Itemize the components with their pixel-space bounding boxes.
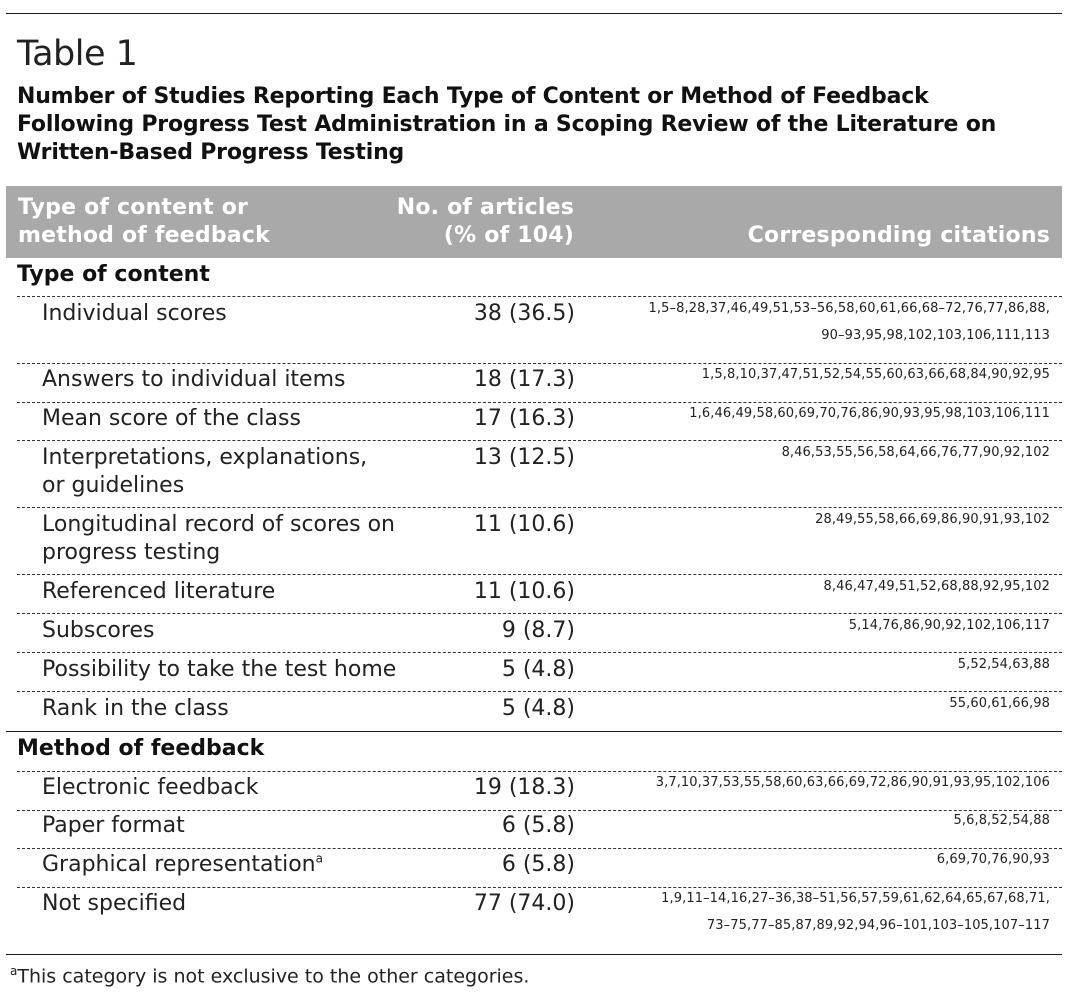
row-count: 77 (74.0) (473, 891, 575, 916)
row-label: Individual scores (42, 301, 227, 326)
section-divider (6, 731, 1062, 732)
footnote: $^a$This category is not exclusive to the other categories. (10, 964, 530, 988)
row-label: Subscores (42, 618, 155, 643)
row-count: 5 (4.8) (501, 657, 575, 682)
row-count: 9 (8.7) (501, 618, 575, 643)
row-divider (17, 507, 1062, 508)
bottom-rule (6, 954, 1062, 955)
row-citations: 1,9,11–14,16,27–36,38–51,56,57,59,61,62,64,65,67,68,71, 73–75,77–85,87,89,92,94,96–101,103–105,107–117 (661, 891, 1050, 933)
footnote-marker: a (315, 851, 323, 866)
row-citations: 5,14,76,86,90,92,102,106,117 (848, 618, 1050, 633)
row-citations: 1,6,46,49,58,60,69,70,76,86,90,93,95,98,103,106,111 (689, 406, 1050, 421)
row-label: Not specified (42, 891, 187, 916)
header-no-of-articles: No. of articles (% of 104) (396, 195, 574, 248)
row-citations: 1,5–8,28,37,46,49,51,53–56,58,60,61,66,68–72,76,77,86,88, 90–93,95,98,102,103,106,111,113 (648, 301, 1050, 343)
row-citations: 3,7,10,37,53,55,58,60,63,66,69,72,86,90,91,93,95,102,106 (655, 775, 1050, 790)
row-count: 13 (12.5) (473, 445, 575, 470)
row-divider (17, 296, 1062, 297)
section-title: Method of feedback (17, 736, 265, 761)
top-rule (6, 13, 1062, 14)
row-citations: 1,5,8,10,37,47,51,52,54,55,60,63,66,68,84,90,92,95 (701, 367, 1050, 382)
header-corresponding-citations: Corresponding citations (747, 223, 1050, 248)
row-label: Electronic feedback (42, 775, 259, 800)
table-label: Table 1 (17, 34, 138, 74)
row-divider (17, 652, 1062, 653)
row-citations: 6,69,70,76,90,93 (936, 852, 1050, 867)
row-count: 6 (5.8) (501, 813, 575, 838)
table-header (6, 186, 1062, 258)
row-citations: 55,60,61,66,98 (949, 696, 1050, 711)
row-count: 5 (4.8) (501, 696, 575, 721)
row-count: 6 (5.8) (501, 852, 575, 877)
row-label: Possibility to take the test home (42, 657, 397, 682)
row-count: 18 (17.3) (473, 367, 575, 392)
row-label: Longitudinal record of scores on progress testing (42, 512, 395, 565)
row-label: Rank in the class (42, 696, 229, 721)
footnote-marker: a (10, 964, 18, 978)
row-count: 11 (10.6) (473, 579, 575, 604)
row-label: Mean score of the class (42, 406, 301, 431)
header-type-of-content: Type of content or method of feedback (18, 195, 270, 248)
row-citations: 5,6,8,52,54,88 (953, 813, 1050, 828)
row-label: Paper format (42, 813, 185, 838)
row-count: 17 (16.3) (473, 406, 575, 431)
row-citations: 8,46,53,55,56,58,64,66,76,77,90,92,102 (781, 445, 1050, 460)
row-label: Answers to individual items (42, 367, 346, 392)
row-label: Referenced literature (42, 579, 276, 604)
row-divider (17, 574, 1062, 575)
table-caption: Number of Studies Reporting Each Type of Content or Method of Feedback Following Progress Test Administration in a Scoping Review of the Literature on Written-Based Progress Testing (17, 84, 997, 165)
row-citations: 8,46,47,49,51,52,68,88,92,95,102 (823, 579, 1050, 594)
row-citations: 5,52,54,63,88 (957, 657, 1050, 672)
section-title: Type of content (17, 262, 210, 287)
row-count: 11 (10.6) (473, 512, 575, 537)
row-count: 19 (18.3) (473, 775, 575, 800)
row-citations: 28,49,55,58,66,69,86,90,91,93,102 (815, 512, 1050, 527)
row-divider (17, 613, 1062, 614)
row-divider (17, 691, 1062, 692)
row-count: 38 (36.5) (473, 301, 575, 326)
row-label: Graphical representation$^a$ (42, 851, 323, 877)
row-divider (17, 440, 1062, 441)
row-label: Interpretations, explanations, or guidelines (42, 445, 368, 498)
